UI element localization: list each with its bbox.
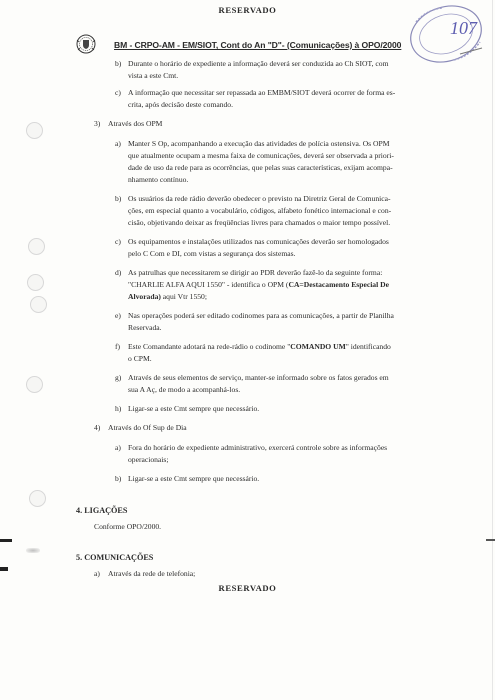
item-label: a) [115, 443, 121, 452]
item-label: 3) [94, 119, 101, 128]
item-label: b) [115, 59, 122, 68]
paragraph-line: Reservada. [128, 323, 162, 332]
paragraph-line: Através de seus elementos de serviço, manter-se informado sobre os fatos gerados em [128, 373, 389, 382]
classification-header: RESERVADO [218, 5, 277, 15]
scan-smudge [26, 548, 40, 553]
codename: COMANDO UM [290, 342, 346, 351]
paragraph-line: Nas operações poderá ser editado codinomes para as comunicações, a partir de Planilha [128, 311, 394, 320]
classification-footer: RESERVADO [218, 583, 277, 593]
subsection-heading: Através dos OPM [108, 119, 163, 128]
paragraph-line: Os usuários da rede rádio deverão obedecer o previsto na Diretriz Geral de Comunica- [128, 194, 391, 203]
section-heading-ligacoes: 4. LIGAÇÕES [76, 506, 128, 515]
item-label: d) [115, 268, 122, 277]
edge-mark [0, 539, 12, 542]
paragraph-line: Os equipamentos e instalações utilizados nas comunicações deverão ser homologados [128, 237, 389, 246]
document-reference-line: BM - CRPO-AM - EM/SIOT, Cont do An "D"- (Comunicações) à OPO/2000 [114, 40, 402, 50]
paragraph-line [128, 292, 207, 302]
paragraph-text: Este Comandante adotará na rede-rádio o codinome " [128, 342, 291, 351]
paragraph-line: sua A Aç, de modo a acompanhá-los. [128, 385, 241, 394]
punch-hole [26, 376, 43, 393]
item-label: b) [115, 474, 122, 483]
paragraph-line: o CPM. [128, 354, 152, 363]
unit-identifier: Alvorada) [128, 292, 161, 301]
punch-hole [27, 274, 44, 291]
item-label: f) [115, 342, 121, 351]
paragraph-line: Através da rede de telefonia; [108, 569, 196, 578]
edge-mark [486, 539, 495, 541]
item-label: h) [115, 404, 122, 413]
punch-hole [26, 122, 43, 139]
paragraph-line: A informação que necessitar ser repassada ao EMBM/SIOT deverá ocorrer de forma es- [128, 88, 396, 97]
paragraph-line: ções, em especial quanto a vocabulário, códigos, alfabeto fonético internacional e con- [128, 206, 392, 215]
paragraph-line: que atualmente ocupam a mesma faixa de comunicações, deverá ser observada a priori- [128, 151, 394, 160]
paragraph-line: operacionais; [128, 455, 169, 464]
item-label: a) [94, 569, 100, 578]
item-label: e) [115, 311, 121, 320]
item-label: a) [115, 139, 121, 148]
item-label: c) [115, 88, 121, 97]
paragraph-text: " identificando [345, 342, 391, 351]
protocol-stamp [402, 0, 490, 74]
paragraph-text: aqui Vtr 1550; [160, 292, 207, 301]
paragraph-line: nhamento contínuo. [128, 175, 189, 184]
unit-identifier: CA=Destacamento Especial De [288, 280, 389, 289]
item-label: 4) [94, 423, 101, 432]
paragraph-line [128, 342, 391, 352]
punch-hole [28, 238, 45, 255]
paragraph-line: Manter S Op, acompanhando a execução das atividades de polícia ostensiva. Os OPM [128, 139, 390, 148]
paragraph-line: Fora do horário de expediente administrativo, exercerá controle sobre as informações [128, 443, 388, 452]
paragraph-line: crita, após decisão deste comando. [128, 100, 234, 109]
paragraph-line: Durante o horário de expediente a informação deverá ser conduzida ao Ch SIOT, com [128, 59, 389, 68]
coat-of-arms-icon [76, 34, 96, 54]
page-edge [492, 0, 493, 700]
paragraph-line: pelo C Com e DI, com vistas a segurança dos sistemas. [128, 249, 296, 258]
paragraph-line: Ligar-se a este Cmt sempre que necessário. [128, 404, 260, 413]
paragraph-line: As patrulhas que necessitarem se dirigir ao PDR deverão fazê-lo da seguinte forma: [128, 268, 383, 277]
punch-hole [30, 296, 47, 313]
paragraph-line: cisão, objetivando deixar as freqüências livres para chamados o maior tempo possível. [128, 218, 391, 227]
stamp-number: 107 [450, 18, 477, 38]
callsign-text: "CHARLIE ALFA AQUI 1550" - identifica o OPM ( [128, 280, 289, 289]
paragraph-line [128, 280, 389, 290]
item-label: c) [115, 237, 121, 246]
paragraph-line: Ligar-se a este Cmt sempre que necessário. [128, 474, 260, 483]
subsection-heading: Através do Of Sup de Dia [108, 423, 187, 432]
section-heading-comunicacoes: 5. COMUNICAÇÕES [76, 553, 154, 562]
paragraph-line: dade de uso da rede para as ocorrências, que pelas suas características, exijam acompa- [128, 163, 393, 172]
item-label: b) [115, 194, 122, 203]
paragraph-line: Conforme OPO/2000. [94, 522, 162, 531]
edge-mark [0, 567, 8, 571]
punch-hole [29, 490, 46, 507]
item-label: g) [115, 373, 122, 382]
paragraph-line: vista a este Cmt. [128, 71, 179, 80]
